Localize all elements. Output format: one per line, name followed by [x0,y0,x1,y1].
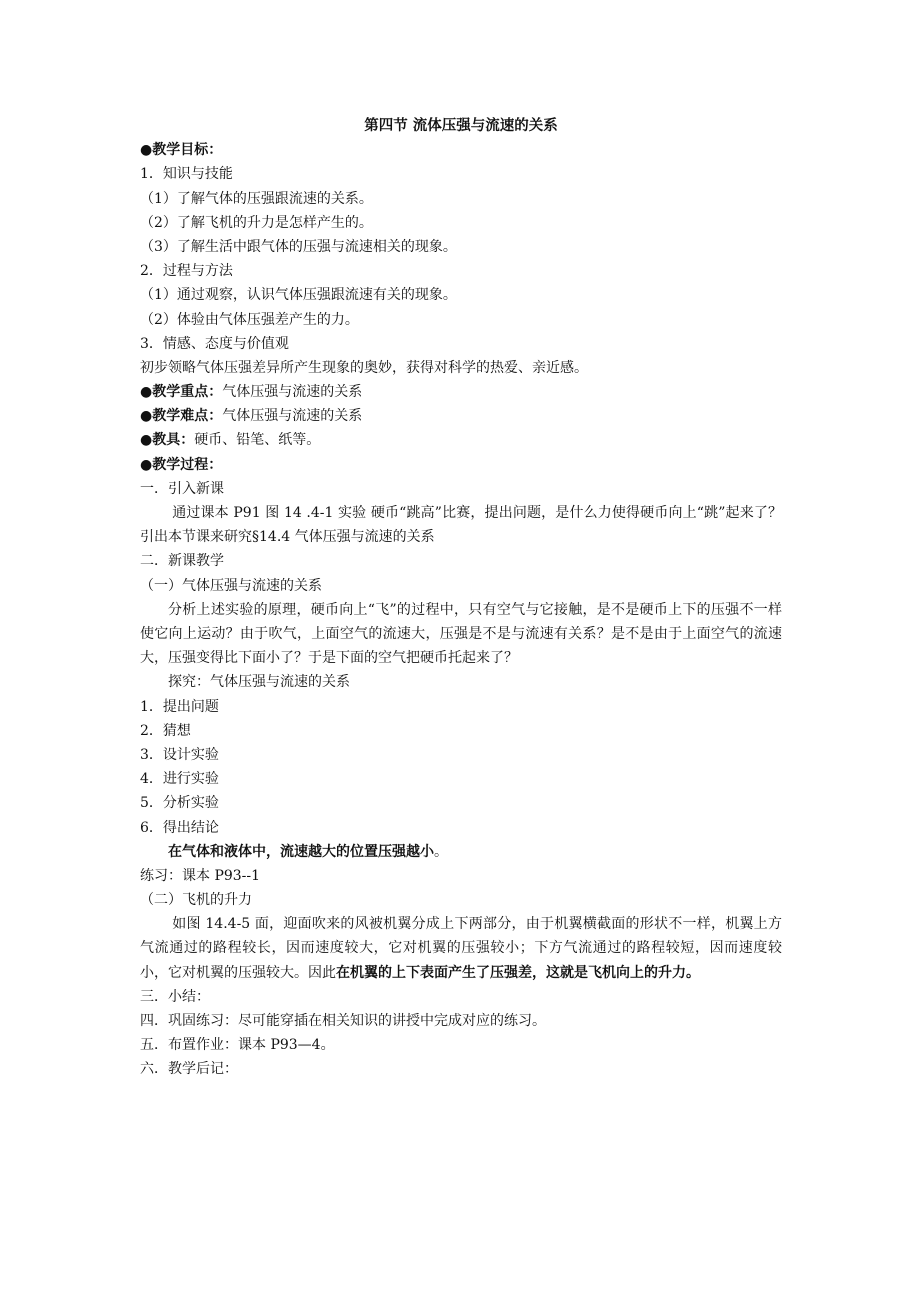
key-point [140,380,782,404]
step-item: 1．提出问题 [140,698,219,715]
tools-label: ●教具： [140,432,195,449]
part2-text-b: 在机翼的上下表面产生了压强差，这就是飞机向上的升力。 [336,964,700,981]
goal-item-1-1: （1）了解气体的压强跟流速的关系。 [140,190,373,207]
step-item: 4．进行实验 [140,771,219,788]
goal-item-2-1: （1）通过观察，认识气体压强跟流速有关的现象。 [140,287,457,304]
exercise: 练习：课本 P93--1 [140,867,261,884]
key-point-text: 气体压强与流速的关系 [222,384,363,401]
goals-heading: ●教学目标： [140,142,223,159]
tools-text: 硬币、铅笔、纸等。 [194,432,321,449]
part2-text [140,912,782,985]
homework-heading: 五．布置作业：课本 P93—4。 [140,1037,335,1054]
part1-text: 分析上述实验的原理，硬币向上“飞”的过程中，只有空气与它接触，是不是硬币上下的压强不一样使它向上运动？由于吹气，上面空气的流速大，压强是不是与流速有关系？是不是由于上面空气的流速大，压强变得比下面小了？于是下面的空气把硬币托起来了？ [140,601,782,667]
difficulty-label: ●教学难点： [140,408,223,425]
part2-heading: （二）飞机的升力 [140,892,252,909]
conclusion [140,840,782,864]
afterword-heading: 六．教学后记： [140,1061,238,1078]
difficulty-text: 气体压强与流速的关系 [222,408,363,425]
step-item: 2．猜想 [140,722,191,739]
part2-text-a: 如图 14.4-5 面，迎面吹来的风被机翼分成上下两部分，由于机翼横截面的形状不一样，机翼上方气流通过的路程较长，因而速度较大，它对机翼的压强较小；下方气流通过的路程较短，因而速度较小，它对机翼的压强较大。因此 [140,916,782,981]
goal-item-1-3: （3）了解生活中跟气体的压强与流速相关的现象。 [140,238,457,255]
process-heading: ●教学过程： [140,456,223,473]
intro-text: 通过课本 P91 图 14 .4-1 实验 硬币“跳高”比赛，提出问题，是什么力使得硬币向上“跳”起来了？引出本节课来研究§14.4 气体压强与流速的关系 [140,505,782,546]
key-point-label: ●教学重点： [140,384,223,401]
part1-heading: （一）气体压强与流速的关系 [140,577,322,594]
explore-heading: 探究：气体压强与流速的关系 [168,674,350,691]
goal-section-3-text: 初步领略气体压强差异所产生现象的奥妙，获得对科学的热爱、亲近感。 [140,359,588,376]
goal-section-2: 2．过程与方法 [140,263,233,280]
step-item: 3．设计实验 [140,746,219,763]
step-item: 5．分析实验 [140,795,219,812]
intro-heading: 一．引入新课 [140,480,224,497]
goal-item-2-2: （2）体验由气体压强差产生的力。 [140,311,359,328]
goal-item-1-2: （2）了解飞机的升力是怎样产生的。 [140,214,373,231]
goal-section-1: 1．知识与技能 [140,166,233,183]
conclusion-text: 在气体和液体中，流速越大的位置压强越小 [168,843,434,860]
tools [140,428,782,452]
goal-section-3: 3．情感、态度与价值观 [140,335,289,352]
difficulty [140,404,782,428]
summary-heading: 三．小结： [140,988,210,1005]
document-body [140,114,782,1082]
practice-heading: 四．巩固练习：尽可能穿插在相关知识的讲授中完成对应的练习。 [140,1013,546,1030]
conclusion-end: 。 [434,843,448,860]
step-item: 6．得出结论 [140,819,219,836]
new-lesson-heading: 二．新课教学 [140,553,224,570]
page-title: 第四节 流体压强与流速的关系 [364,117,558,134]
